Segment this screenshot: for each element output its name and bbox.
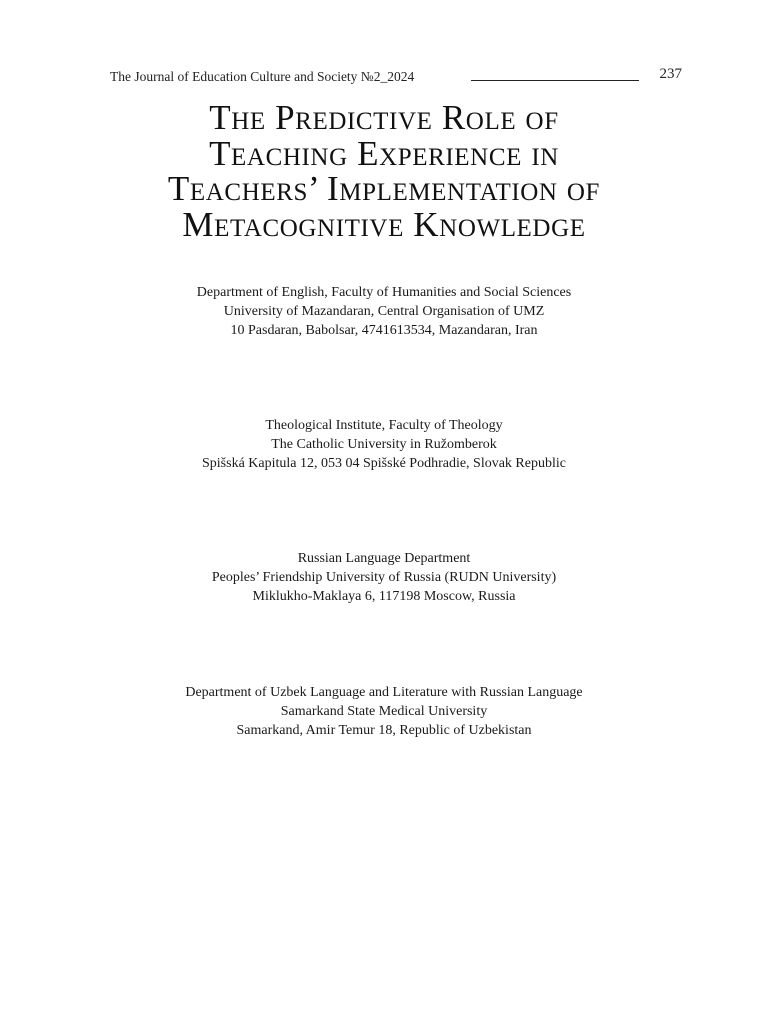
header-rule <box>471 80 639 81</box>
affiliation-line: Department of English, Faculty of Humanities and Social Sciences <box>196 285 572 300</box>
title-line: The Predictive Role of <box>209 98 559 137</box>
page-number: 237 <box>659 66 682 82</box>
running-header <box>110 66 686 86</box>
affiliation-line: Samarkand State Medical University <box>280 704 488 719</box>
affiliation-line: The Catholic University in Ružomberok <box>271 437 497 452</box>
affiliation-line: Department of Uzbek Language and Literature with Russian Language <box>185 685 583 700</box>
affiliation-line: Theological Institute, Faculty of Theology <box>265 418 503 433</box>
title-line: Teaching Experience in <box>209 133 559 173</box>
affiliation-block <box>84 683 684 740</box>
journal-name: The Journal of Education Culture and Society №2_2024 <box>110 69 415 84</box>
affiliation-line: Samarkand, Amir Temur 18, Republic of Uzbekistan <box>236 723 532 738</box>
title-line: Metacognitive Knowledge <box>182 204 586 244</box>
affiliation-line: 10 Pasdaran, Babolsar, 4741613534, Mazandaran, Iran <box>230 323 538 338</box>
affiliation-block <box>84 549 684 606</box>
affiliation-line: Spišská Kapitula 12, 053 04 Spišské Podhradie, Slovak Republic <box>202 456 566 471</box>
affiliation-block <box>84 416 684 473</box>
title-line: Teachers’ Implementation of <box>167 169 601 208</box>
affiliation-line: University of Mazandaran, Central Organisation of UMZ <box>223 304 545 319</box>
affiliation-line: Miklukho-Maklaya 6, 117198 Moscow, Russia <box>252 589 516 604</box>
affiliation-line: Peoples’ Friendship University of Russia (RUDN University) <box>211 570 557 585</box>
affiliation-line: Russian Language Department <box>297 551 471 566</box>
article-title <box>84 100 684 242</box>
affiliation-block <box>84 283 684 340</box>
